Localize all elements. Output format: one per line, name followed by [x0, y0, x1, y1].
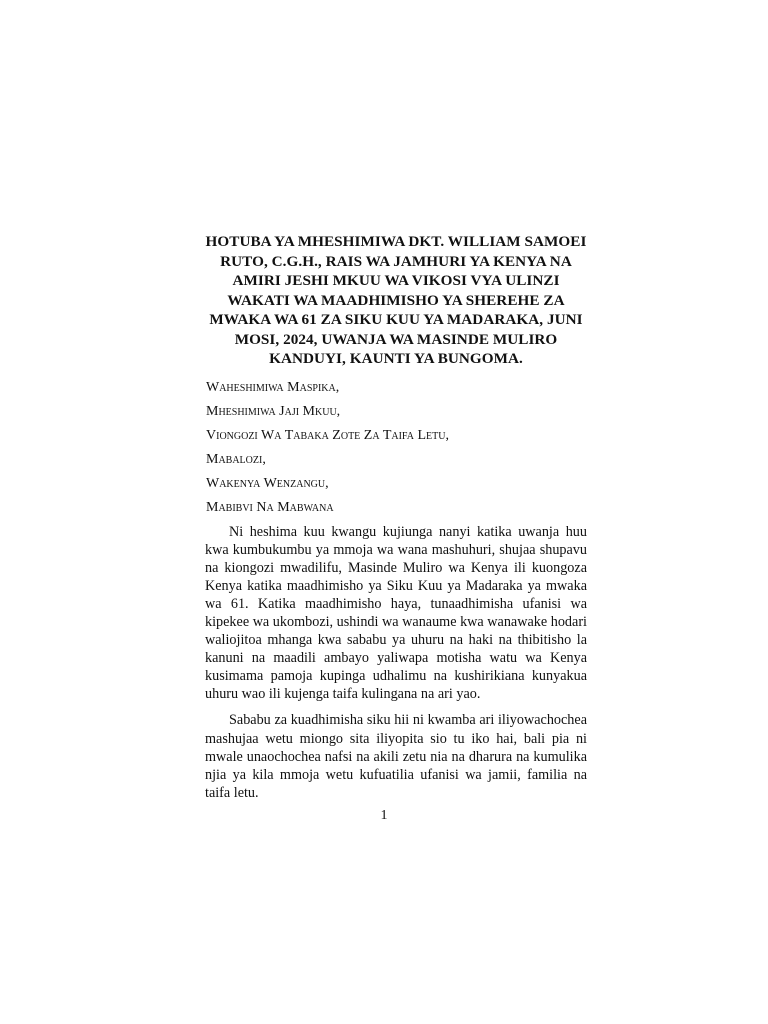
body-paragraph: Sababu za kuadhimisha siku hii ni kwamba ari iliyowachochea mashujaa wetu miongo sita iliyopita sio tu iko hai, bali pia ni mwale unaochochea nafsi na akili zetu nia na dharura na kumulika njia ya kila mmoja wetu kufuatilia ufanisi wa jamii, familia na taifa letu.	[205, 712, 587, 801]
page-number: 1	[380, 808, 388, 823]
salutation-item: Mabibvi Na Mabwana	[206, 499, 334, 515]
document-page	[205, 232, 587, 810]
salutation-item: Mheshimiwa Jaji Mkuu,	[206, 403, 341, 419]
salutation-item: Wakenya Wenzangu,	[206, 475, 329, 491]
speech-title: HOTUBA YA MHESHIMIWA DKT. WILLIAM SAMOEI RUTO, C.G.H., RAIS WA JAMHURI YA KENYA NA AMIRI JESHI MKUU WA VIKOSI VYA ULINZI WAKATI WA MAADHIMISHO YA SHEREHE ZA MWAKA WA 61 ZA SIKU KUU YA MADARAKA, JUNI MOSI, 2024, UWANJA WA MASINDE MULIRO KANDUYI, KAUNTI YA BUNGOMA.	[205, 233, 587, 367]
salutation-list	[205, 379, 587, 516]
salutation-item: Mabalozi,	[206, 451, 266, 467]
salutation-item: Waheshimiwa Maspika,	[206, 379, 340, 395]
salutation-item: Viongozi Wa Tabaka Zote Za Taifa Letu,	[206, 427, 449, 443]
body-paragraph: Ni heshima kuu kwangu kujiunga nanyi katika uwanja huu kwa kumbukumbu ya mmoja wa wana mashuhuri, shujaa shupavu na kiongozi mwadilifu, Masinde Muliro wa Kenya ili kuongoza Kenya katika maadhimisho ya Siku Kuu ya Madaraka ya mwaka wa 61. Katika maadhimisho haya, tunaadhimisha ufanisi wa kipekee wa ukombozi, ushindi wa wanaume kwa wanawake hodari waliojitoa mhanga kwa sababu ya uhuru na haki na thibitisho la kanuni na maadili ambayo yaliwapa motisha watu wa Kenya kusimama pamoja kupinga udhalimu na kushirikiana kunyakua uhuru wao ili kujenga taifa kulingana na ari yao.	[205, 523, 587, 703]
